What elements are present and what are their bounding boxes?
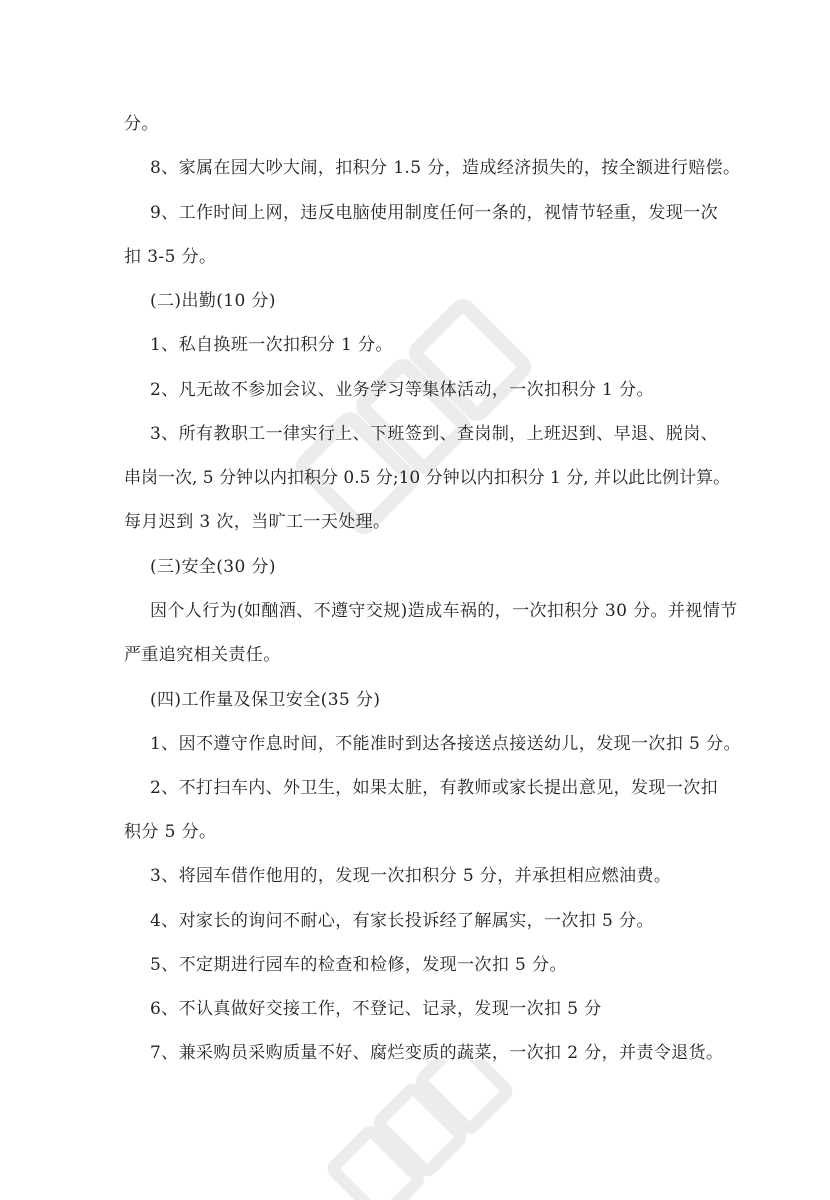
text-line: 串岗一次, 5 分钟以内扣积分 0.5 分;10 分钟以内扣积分 1 分, 并以此比例计算。 — [124, 468, 731, 488]
text-line: 5、不定期进行园车的检查和检修，发现一次扣 5 分。 — [150, 955, 567, 975]
text-line: 4、对家长的询问不耐心，有家长投诉经了解属实，一次扣 5 分。 — [150, 911, 654, 931]
text-line: 每月迟到 3 次，当旷工一天处理。 — [124, 512, 391, 532]
section-heading: (二)出勤(10 分) — [150, 291, 276, 311]
section-heading: (四)工作量及保卫安全(35 分) — [150, 690, 381, 710]
text-line: 分。 — [124, 114, 159, 134]
text-line: 2、不打扫车内、外卫生，如果太脏，有教师或家长提出意见，发现一次扣 — [150, 778, 719, 798]
text-line: 1、私自换班一次扣积分 1 分。 — [150, 335, 393, 355]
text-line: 扣 3-5 分。 — [124, 247, 217, 267]
text-line: 9、工作时间上网，违反电脑使用制度任何一条的，视情节轻重，发现一次 — [150, 203, 719, 223]
text-line: 6、不认真做好交接工作，不登记、记录，发现一次扣 5 分 — [150, 999, 602, 1019]
text-line: 积分 5 分。 — [124, 822, 217, 842]
text-line: 3、将园车借作他用的，发现一次扣积分 5 分，并承担相应燃油费。 — [150, 866, 672, 886]
text-line: 2、凡无故不参加会议、业务学习等集体活动，一次扣积分 1 分。 — [150, 380, 654, 400]
text-line: 7、兼采购员采购质量不好、腐烂变质的蔬菜，一次扣 2 分，并责令退货。 — [150, 1043, 724, 1063]
text-line: 因个人行为(如酗酒、不遵守交规)造成车祸的，一次扣积分 30 分。并视情节 — [150, 601, 738, 621]
section-heading: (三)安全(30 分) — [150, 557, 276, 577]
text-line: 严重追究相关责任。 — [124, 645, 281, 665]
text-line: 1、因不遵守作息时间，不能准时到达各接送点接送幼儿，发现一次扣 5 分。 — [150, 734, 741, 754]
watermark-logo-bottom — [300, 1060, 540, 1200]
text-line: 3、所有教职工一律实行上、下班签到、查岗制，上班迟到、早退、脱岗、 — [150, 424, 719, 444]
text-line: 8、家属在园大吵大闹，扣积分 1.5 分，造成经济损失的，按全额进行赔偿。 — [150, 158, 741, 178]
